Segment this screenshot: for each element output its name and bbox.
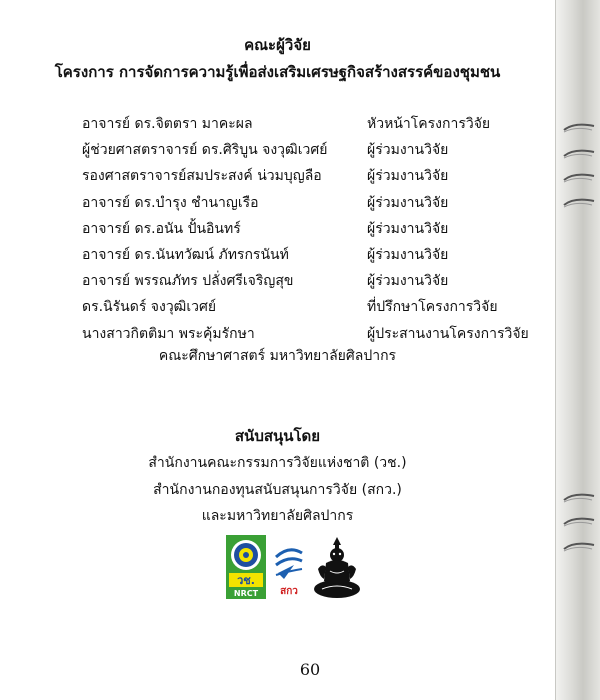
trf-label: สกว bbox=[280, 586, 298, 597]
list-item bbox=[82, 190, 542, 216]
binding-ring-icon bbox=[562, 537, 596, 555]
binding-ring-icon bbox=[562, 168, 596, 186]
binding-ring-icon bbox=[562, 193, 596, 211]
faculty-line: คณะศึกษาศาสตร์ มหาวิทยาลัยศิลปากร bbox=[158, 348, 397, 364]
spiral-binding bbox=[555, 0, 600, 700]
member-name: นางสาวกิตติมา พระคุ้มรักษา bbox=[82, 325, 255, 342]
section-title: คณะผู้วิจัย bbox=[244, 36, 311, 54]
member-name: อาจารย์ พรรณภัทร ปลั่งศรีเจริญสุข bbox=[82, 273, 294, 290]
list-item bbox=[82, 268, 542, 294]
member-role: ผู้ร่วมงานวิจัย bbox=[367, 246, 449, 263]
project-title: โครงการ การจัดการความรู้เพื่อส่งเสริมเศรษฐกิจสร้างสรรค์ของชุมชน bbox=[54, 63, 501, 81]
member-role: ผู้ประสานงานโครงการวิจัย bbox=[367, 325, 529, 342]
binding-ring-icon bbox=[562, 512, 596, 530]
member-name: อาจารย์ ดร.อนัน ปั้นอินทร์ bbox=[82, 220, 241, 237]
binding-ring-icon bbox=[562, 144, 596, 162]
member-role: ผู้ร่วมงานวิจัย bbox=[367, 273, 449, 290]
list-item bbox=[82, 294, 542, 320]
support-line: และมหาวิทยาลัยศิลปากร bbox=[201, 508, 354, 524]
sponsor-logos bbox=[226, 533, 362, 599]
member-role: หัวหน้าโครงการวิจัย bbox=[367, 116, 491, 132]
binding-ring-icon bbox=[562, 118, 596, 136]
member-role: ผู้ร่วมงานวิจัย bbox=[367, 194, 449, 211]
list-item bbox=[82, 137, 542, 163]
binding-ring-icon bbox=[562, 488, 596, 506]
list-item bbox=[82, 321, 542, 347]
member-name: ดร.นิรันดร์ จงวุฒิเวศย์ bbox=[82, 299, 217, 316]
support-title: สนับสนุนโดย bbox=[234, 427, 321, 445]
list-item bbox=[82, 111, 542, 137]
member-name: อาจารย์ ดร.บำรุง ชำนาญเรือ bbox=[82, 194, 259, 211]
member-role: ผู้ร่วมงานวิจัย bbox=[367, 220, 449, 237]
list-item bbox=[82, 242, 542, 268]
member-name: อาจารย์ ดร.นันทวัฒน์ ภัทรกรนันท์ bbox=[82, 246, 289, 263]
list-item bbox=[82, 216, 542, 242]
member-role: ผู้ร่วมงานวิจัย bbox=[367, 168, 449, 185]
nrct-en-label: NRCT bbox=[233, 589, 259, 598]
member-name: อาจารย์ ดร.จิตตรา มาคะผล bbox=[82, 116, 253, 132]
nrct-thai-label: วช. bbox=[237, 574, 255, 587]
member-role: ที่ปรึกษาโครงการวิจัย bbox=[367, 299, 498, 316]
page-number: 60 bbox=[299, 660, 321, 679]
researcher-list bbox=[82, 111, 542, 347]
trf-logo bbox=[272, 543, 306, 599]
member-name: ผู้ช่วยศาสตราจารย์ ดร.ศิริบูน จงวุฒิเวศย์ bbox=[82, 142, 328, 159]
support-line: สำนักงานคณะกรรมการวิจัยแห่งชาติ (วช.) bbox=[148, 455, 407, 471]
member-role: ผู้ร่วมงานวิจัย bbox=[367, 142, 449, 159]
member-name: รองศาสตราจารย์สมประสงค์ น่วมบุญลือ bbox=[82, 168, 322, 185]
list-item bbox=[82, 163, 542, 189]
nrct-logo bbox=[226, 535, 266, 599]
support-line: สำนักงานกองทุนสนับสนุนการวิจัย (สกว.) bbox=[153, 482, 402, 498]
silpakorn-emblem bbox=[312, 533, 362, 599]
